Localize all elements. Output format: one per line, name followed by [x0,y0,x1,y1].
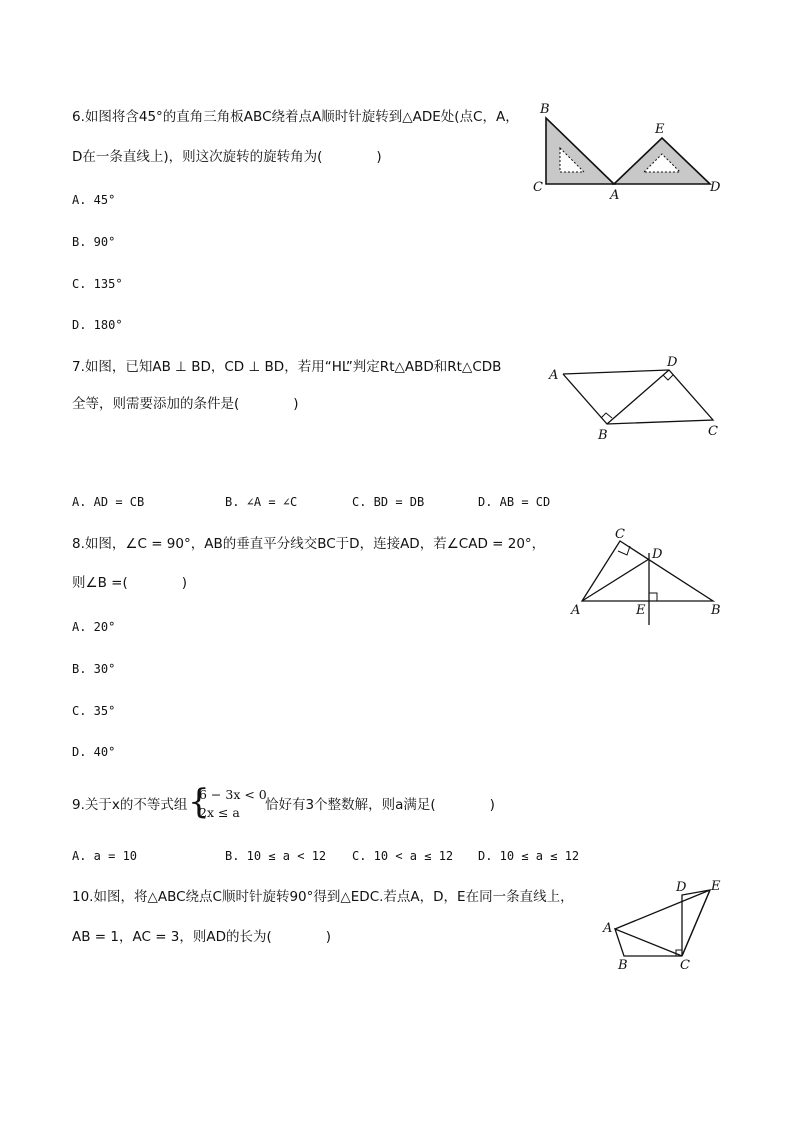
q8-option-c[interactable]: C. 35° [72,704,116,718]
q9-option-b[interactable]: B. 10 ≤ a < 12 [225,849,327,863]
q6-option-c[interactable]: C. 135° [72,277,123,291]
q10-stem-line2: AB = 1，AC = 3，则AD的长为( ) [72,929,332,945]
label-a: A [603,921,613,936]
q8-option-a[interactable]: A. 20° [72,620,116,634]
label-c: C [708,424,718,439]
label-b: B [540,102,550,117]
triangle-abc [546,118,614,184]
q6-figure [530,98,730,204]
q6-stem-line2: D在一条直线上)，则这次旋转的旋转角为( ) [72,149,382,165]
label-a: A [610,188,620,203]
q6-option-d[interactable]: D. 180° [72,318,123,332]
label-e: E [655,122,665,137]
right-angle-e [649,593,657,601]
q7-option-d[interactable]: D. AB = CD [478,495,551,509]
q9-brace: { [188,782,210,822]
label-d: D [652,547,663,562]
q7-option-b[interactable]: B. ∠A = ∠C [225,495,298,509]
segment-ad [582,559,649,601]
label-b: B [618,958,628,972]
q10-figure [598,878,726,972]
q9-stem-prefix: 9.关于x的不等式组 [72,797,188,813]
q8-stem-line1: 8.如图，∠C = 90°，AB的垂直平分线交BC于D，连接AD，若∠CAD = 20°， [72,536,546,552]
label-d: D [676,880,687,895]
label-b: B [711,603,721,618]
q7-option-a[interactable]: A. AD = CB [72,495,145,509]
q9-inequality-1: 6 − 3x < 0 [199,787,267,802]
q9-option-d[interactable]: D. 10 ≤ a ≤ 12 [478,849,580,863]
right-angle-b [601,413,612,418]
q10-stem-line1: 10.如图，将△ABC绕点C顺时针旋转90°得到△EDC.若点A，D，E在同一条直线上， [72,889,574,905]
label-a: A [571,603,581,618]
diagonal-bd [607,370,669,424]
q9-option-a[interactable]: A. a = 10 [72,849,138,863]
q6-option-b[interactable]: B. 90° [72,235,116,249]
label-e: E [636,603,646,618]
triangle-acb [582,541,713,601]
label-c: C [680,958,690,972]
q9-option-c[interactable]: C. 10 < a ≤ 12 [352,849,454,863]
q8-stem-line2: 则∠B =( ) [72,575,188,591]
label-e: E [711,879,721,894]
q7-stem-line1: 7.如图，已知AB ⊥ BD，CD ⊥ BD，若用“HL”判定Rt△ABD和Rt△CDB [72,359,502,375]
triangle-abc [615,929,682,956]
q6-option-a[interactable]: A. 45° [72,193,116,207]
q8-option-b[interactable]: B. 30° [72,662,116,676]
q9-stem-suffix: 恰好有3个整数解，则a满足( ) [265,797,495,813]
q8-option-d[interactable]: D. 40° [72,745,116,759]
right-angle-d [663,375,673,380]
right-angle-c [618,546,630,555]
label-b: B [598,428,608,443]
q7-stem-line2: 全等，则需要添加的条件是( ) [72,396,299,412]
label-d: D [710,180,721,195]
q9-inequality-2: 2x ≤ a [199,805,240,820]
q8-figure [565,525,730,627]
q6-stem-line1: 6.如图将含45°的直角三角板ABC绕着点A顺时针旋转到△ADE处(点C，A， [72,109,519,125]
q7-figure [545,352,725,444]
label-c: C [533,180,543,195]
q7-option-c[interactable]: C. BD = DB [352,495,425,509]
label-c: C [615,527,625,542]
label-d: D [667,355,678,370]
label-a: A [549,368,559,383]
